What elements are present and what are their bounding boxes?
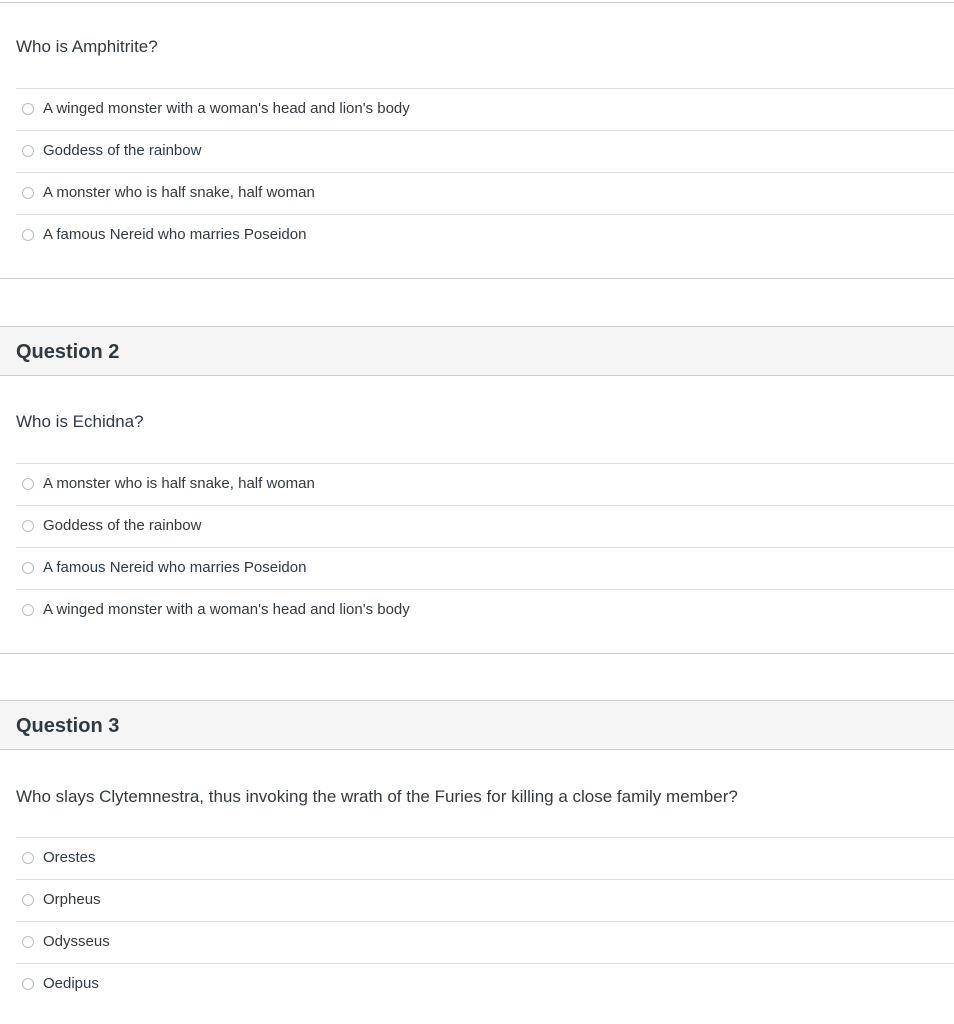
answer-label: Odysseus	[43, 933, 110, 950]
answer-label: Orpheus	[43, 891, 101, 908]
answer-label: A monster who is half snake, half woman	[43, 184, 315, 201]
radio-button[interactable]	[22, 103, 34, 115]
answer-option[interactable]	[16, 921, 954, 963]
radio-button[interactable]	[22, 604, 34, 616]
answer-label: A winged monster with a woman's head and lion's body	[43, 601, 410, 618]
answer-label: A famous Nereid who marries Poseidon	[43, 559, 307, 576]
answer-option[interactable]	[16, 837, 954, 879]
question-1-bottom-border	[0, 278, 954, 279]
radio-button[interactable]	[22, 520, 34, 532]
question-3-text: Who slays Clytemnestra, thus invoking the wrath of the Furies for killing a close family member?	[16, 787, 738, 806]
answer-label: Goddess of the rainbow	[43, 142, 202, 159]
radio-button[interactable]	[22, 145, 34, 157]
radio-button[interactable]	[22, 478, 34, 490]
question-2-header	[0, 326, 954, 376]
question-2-title: Question 2	[16, 341, 120, 363]
answer-option[interactable]	[16, 214, 954, 256]
question-3-title: Question 3	[16, 715, 120, 737]
answer-option[interactable]	[16, 172, 954, 214]
answer-option[interactable]	[16, 130, 954, 172]
radio-button[interactable]	[22, 562, 34, 574]
question-1	[0, 0, 954, 280]
question-3-header	[0, 700, 954, 750]
answer-label: A monster who is half snake, half woman	[43, 475, 315, 492]
question-1-text: Who is Amphitrite?	[16, 37, 158, 56]
question-2	[0, 326, 954, 656]
radio-button[interactable]	[22, 936, 34, 948]
answer-label: Oedipus	[43, 975, 99, 992]
answer-option[interactable]	[16, 88, 954, 130]
radio-button[interactable]	[22, 187, 34, 199]
answer-label: Goddess of the rainbow	[43, 517, 202, 534]
radio-button[interactable]	[22, 852, 34, 864]
answer-option[interactable]	[16, 589, 954, 631]
radio-button[interactable]	[22, 894, 34, 906]
radio-button[interactable]	[22, 229, 34, 241]
answer-option[interactable]	[16, 505, 954, 547]
answer-label: A famous Nereid who marries Poseidon	[43, 226, 307, 243]
answer-label: A winged monster with a woman's head and lion's body	[43, 100, 410, 117]
answer-option[interactable]	[16, 547, 954, 589]
answer-label: Orestes	[43, 849, 96, 866]
answer-option[interactable]	[16, 879, 954, 921]
question-3	[0, 700, 954, 1024]
radio-button[interactable]	[22, 978, 34, 990]
question-2-text: Who is Echidna?	[16, 412, 144, 431]
question-2-bottom-border	[0, 653, 954, 654]
answer-option[interactable]	[16, 963, 954, 1005]
answer-option[interactable]	[16, 463, 954, 505]
